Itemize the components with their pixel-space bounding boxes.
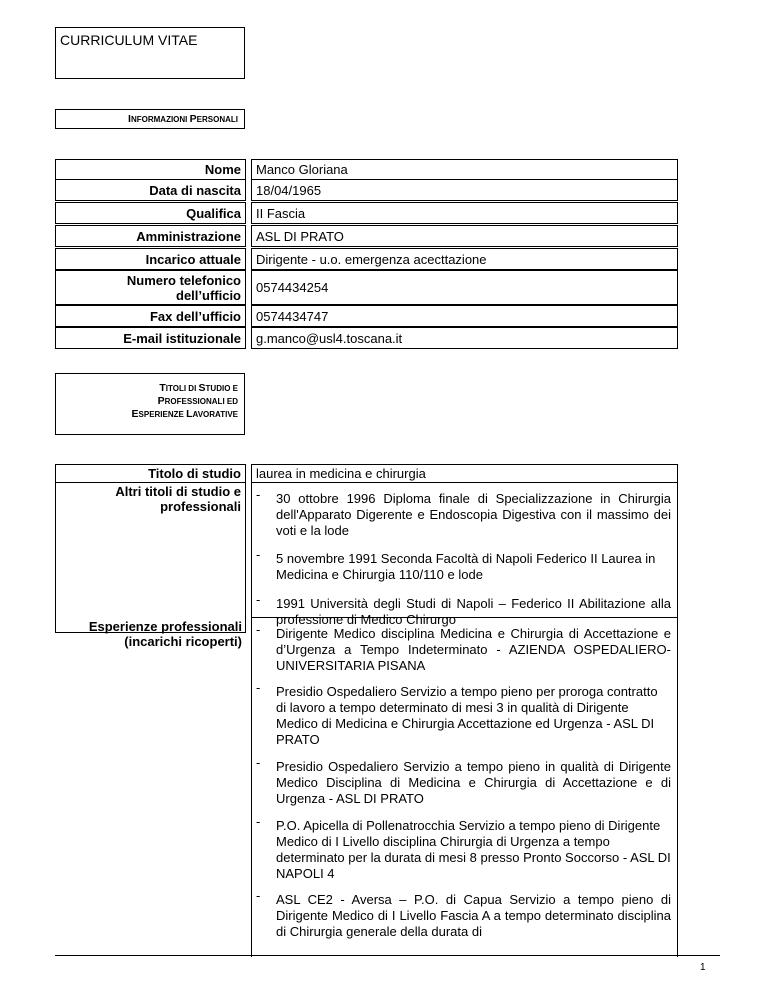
dash-bullet: - (256, 680, 261, 695)
section-cap: E (131, 408, 139, 420)
altri-titolo-text: 1991 Università degli Studi di Napoli – Federico II Abilitazione alla professione di Medico Chirurgo (276, 596, 671, 627)
label-email: E-mail istituzionale (55, 327, 246, 349)
dash-bullet: - (256, 622, 261, 637)
label-data-nascita: Data di nascita (55, 179, 246, 201)
section-rest: ROFESSIONALI ED (164, 397, 238, 406)
list-item (256, 755, 671, 807)
section-rest: TUDIO E (205, 384, 238, 393)
dash-bullet: - (256, 592, 261, 607)
list-item (256, 680, 671, 748)
value-nome: Manco Gloriana (251, 159, 678, 180)
section-heading-personal (55, 109, 245, 129)
esperienze-list (251, 617, 678, 957)
section-rest: ERSONALI (196, 115, 238, 124)
label-esperienze: Esperienze professionali (incarichi ricoperti) (88, 619, 242, 649)
label-incarico: Incarico attuale (55, 248, 246, 270)
altri-titoli-list (251, 483, 678, 633)
dash-bullet: - (256, 888, 261, 903)
value-incarico: Dirigente - u.o. emergenza acecttazione (251, 248, 678, 270)
altri-titolo-text: 5 novembre 1991 Seconda Facoltà di Napoli Federico II Laurea in Medicina e Chirurgia 110/110 e lode (276, 551, 656, 582)
section-cap: I (128, 113, 131, 125)
esperienza-text: Presidio Ospedaliero Servizio a tempo pieno per proroga contratto di lavoro a tempo determinato di mesi 3 in qualità di Dirigente Medico di Medicina e Chirurgia Accettazione ed Urgenza - ASL DI PRATO (276, 684, 658, 747)
esperienza-text: P.O. Apicella di Pollenatrocchia Servizio a tempo pieno di Dirigente Medico di I Livello disciplina Chirurgia di Urgenza a tempo determinato per la durata di mesi 8 presso Pronto Soccorso - ASL DI NAPOLI 4 (276, 818, 671, 881)
page-number: 1 (700, 962, 706, 973)
value-qualifica: II Fascia (251, 202, 678, 224)
cv-title-box (55, 27, 245, 79)
label-nome: Nome (55, 159, 246, 180)
esperienza-text: ASL CE2 - Aversa – P.O. di Capua Servizio a tempo pieno di Dirigente Medico di I Livello Fascia A a tempo determinato disciplina di Chirurgia generale della durata di (276, 892, 671, 939)
section-cap: P (157, 395, 165, 407)
section-rest: ITOLI DI (165, 384, 199, 393)
list-item (256, 814, 671, 882)
altri-titolo-text: 30 ottobre 1996 Diploma finale di Specializzazione in Chirurgia dell'Apparato Digerente e Endoscopia Digestiva con il massimo dei voti e la lode (276, 491, 671, 538)
label-qualifica: Qualifica (55, 202, 246, 224)
value-fax: 0574434747 (251, 305, 678, 327)
label-fax: Fax dell’ufficio (55, 305, 246, 327)
value-telefono: 0574434254 (251, 270, 678, 305)
section-cap: S (198, 382, 206, 394)
section-heading-studies (55, 373, 245, 435)
section-rest: NFORMAZIONI (130, 115, 190, 124)
footer-rule (55, 955, 720, 956)
dash-bullet: - (256, 814, 261, 829)
section-cap: P (189, 113, 197, 125)
section-rest: AVORATIVE (192, 410, 238, 419)
value-titolo-studio: laurea in medicina e chirurgia (251, 464, 678, 483)
cv-title: CURRICULUM VITAE (60, 32, 198, 48)
value-data-nascita: 18/04/1965 (251, 179, 678, 201)
list-item (256, 622, 671, 674)
esperienza-text: Dirigente Medico disciplina Medicina e Chirurgia di Accettazione e d’Urgenza a Tempo Indeterminato - AZIENDA OSPEDALIERO-UNIVERSITARIA PISANA (276, 626, 671, 673)
section-cap: L (186, 408, 193, 420)
list-item (256, 487, 671, 539)
value-email: g.manco@usl4.toscana.it (251, 327, 678, 349)
value-amministrazione: ASL DI PRATO (251, 225, 678, 247)
list-item (256, 547, 671, 583)
section-rest: SPERIENZE (138, 410, 187, 419)
dash-bullet: - (256, 547, 261, 562)
label-altri-titoli: Altri titoli di studio e professionali (55, 483, 246, 633)
label-amministrazione: Amministrazione (55, 225, 246, 247)
list-item (256, 888, 671, 940)
dash-bullet: - (256, 755, 261, 770)
dash-bullet: - (256, 487, 261, 502)
esperienza-text: Presidio Ospedaliero Servizio a tempo pieno in qualità di Dirigente Medico Disciplina di Medicina e Chirurgia di Accettazione e di Urgenza - ASL DI PRATO (276, 759, 671, 806)
label-telefono: Numero telefonico dell’ufficio (55, 270, 246, 305)
label-titolo-studio: Titolo di studio (55, 464, 246, 483)
section-cap: T (159, 382, 166, 394)
